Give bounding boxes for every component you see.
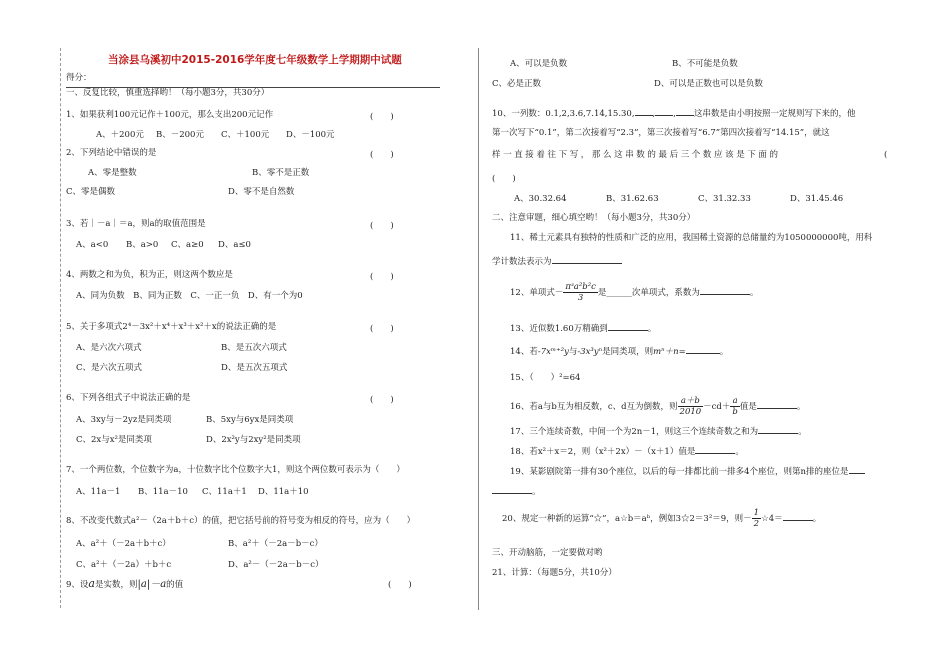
- section2-heading: 二、注意审题，细心填空哟！（每小题3分，共30分）: [492, 213, 696, 223]
- q16-denominator-1: 2010: [679, 407, 702, 417]
- q3-answer-paren[interactable]: ( ): [370, 221, 394, 231]
- q6-option-c[interactable]: C、2x与x²是同类项: [76, 435, 152, 445]
- q10-blank-3[interactable]: [676, 106, 694, 116]
- exam-title: 当涂县乌溪初中2015-2016学年度七年级数学上学期期中试题: [108, 54, 402, 66]
- q2-text: 2、下列结论中错误的是: [66, 148, 157, 158]
- q10-line3: 样一直接着往下写，那么这串数的最后三个数应该是下面的: [492, 150, 781, 160]
- q16-blank[interactable]: [757, 399, 797, 409]
- q10-line2: 第一次写下“0.1”，第二次接着写“2.3”，第三次接着写“6.7”第四次接着写“14.15”，就这: [492, 128, 830, 138]
- q17-blank[interactable]: [758, 424, 798, 434]
- q6-option-b[interactable]: B、5xy与6yx是同类项: [206, 415, 294, 425]
- q20-pre: 20、规定一种新的运算“☆”，a☆b＝aᵇ，例如3☆2＝3²＝9，则－: [502, 514, 752, 524]
- q10-blank-1[interactable]: [635, 106, 653, 116]
- q16-numerator-2: a: [730, 396, 739, 407]
- q3-option-c[interactable]: C、a≥0: [171, 240, 204, 250]
- q9-expression: |a|－a: [137, 579, 167, 590]
- q12-numerator: πᵌa²b²c: [565, 282, 596, 292]
- q1-answer-paren[interactable]: ( ): [370, 112, 394, 122]
- q9-text: [66, 578, 183, 591]
- q13-blank[interactable]: [608, 321, 648, 331]
- q20-post: ☆4＝: [761, 514, 783, 524]
- q15-text: 15、（ ）²=64: [510, 373, 581, 383]
- q14-term-a: -7xᵐ⁺²y: [537, 347, 569, 357]
- q1-option-d[interactable]: D、－100元: [286, 130, 335, 140]
- q16-fraction-1: [678, 396, 704, 417]
- q17-text: 17、三个连续奇数，中间一个为2n－1，则这三个连续奇数之和为: [510, 427, 759, 437]
- q19-line1: [510, 464, 865, 478]
- q8-text: 8、不改变代数式a²－（2a＋b＋c）的值，把它括号前的符号变为相反的符号，应为（ ）: [66, 516, 416, 526]
- q10-option-d[interactable]: D、31.45.46: [790, 194, 844, 204]
- section3-heading: 三、开动脑筋，一定要做对哟: [492, 548, 603, 558]
- q12-post: 是______次单项式，系数为: [597, 288, 700, 298]
- q9-option-c[interactable]: C、必是正数: [492, 79, 542, 89]
- q11-line2: [492, 254, 622, 268]
- q1-option-a[interactable]: A、＋200元: [96, 130, 144, 140]
- q9-mid: 是实数，则: [94, 580, 138, 590]
- q5-answer-paren[interactable]: ( ): [370, 324, 394, 334]
- q16-denominator-2: b: [732, 407, 738, 417]
- q6-text: 6、下列各组式子中说法正确的是: [66, 393, 191, 403]
- q10-blank-2[interactable]: [655, 106, 673, 116]
- q12-blank[interactable]: [700, 285, 750, 295]
- q10-option-c[interactable]: C、31.32.33: [698, 194, 751, 204]
- q11-label: 学计数法表示为: [492, 257, 552, 267]
- q19-line2: 。: [492, 484, 541, 498]
- q5-option-b[interactable]: B、是五次六项式: [221, 343, 287, 353]
- q14-expression: mⁿ＋n: [653, 347, 679, 357]
- q3-text: 3、若｜－a｜＝a，则a的取值范围是: [66, 219, 206, 229]
- q16-line: 16、若a与b互为相反数，c、d互为倒数，则 $\frac{a+b}{2010}$ －cd＋ $\frac{a}{b}$ 值是 。: [510, 396, 806, 417]
- q5-option-a[interactable]: A、是六次六项式: [76, 343, 142, 353]
- q7-option-c[interactable]: C、11a＋1: [202, 487, 247, 497]
- q9-option-d[interactable]: D、可以是正数也可以是负数: [654, 79, 763, 89]
- q2-answer-paren[interactable]: ( ): [370, 150, 394, 160]
- q17-line: 17、三个连续奇数，中间一个为2n－1，则这三个连续奇数之和为 。: [510, 424, 807, 438]
- q10-answer-paren[interactable]: ( ): [492, 174, 516, 184]
- q12-denominator: 3: [577, 293, 584, 303]
- q7-text: 7、一个两位数，个位数字为a，十位数字比个位数字大1，则这个两位数可表示为（ ）: [66, 465, 405, 475]
- q16-post: 值是: [739, 402, 757, 412]
- score-label: 得分：: [66, 73, 92, 83]
- q16-pre: 16、若a与b互为相反数，c、d互为倒数，则: [510, 402, 678, 412]
- q14-term-b: -3x³yⁿ: [577, 347, 603, 357]
- q9-option-a[interactable]: A、可以是负数: [510, 59, 568, 69]
- q14-mid: 与: [568, 347, 578, 357]
- q10-option-b[interactable]: B、31.62.63: [606, 194, 659, 204]
- q18-line: 18、若x²＋x＝2，则（x²＋2x）－（x＋1）值是 。: [510, 444, 744, 458]
- q16-fraction-2: [730, 396, 739, 417]
- q2-option-a[interactable]: A、零是整数: [88, 168, 137, 178]
- q14-line: 14、若-7xᵐ⁺²y与-3x³yⁿ是同类项，则mⁿ＋n= 。: [510, 344, 728, 358]
- q20-blank[interactable]: [783, 511, 813, 521]
- q6-answer-paren[interactable]: ( ): [370, 395, 394, 405]
- q19-blank[interactable]: [492, 484, 532, 494]
- q8-option-d[interactable]: D、a²－（－2a－b－c）: [228, 560, 324, 570]
- q13-line: 13、近似数1.60万精确到 。: [510, 321, 656, 335]
- q5-option-d[interactable]: D、是五次五项式: [221, 363, 288, 373]
- q11-line1: 11、稀土元素具有独特的性质和广泛的应用，我国稀土资源的总储量约为1050000000吨，用科: [510, 233, 873, 243]
- q18-blank[interactable]: [695, 444, 735, 454]
- q9-option-b[interactable]: B、不可能是负数: [672, 59, 738, 69]
- q21-text: 21、计算：（每题5分，共10分）: [492, 568, 617, 578]
- q20-line: 20、规定一种新的运算“☆”，a☆b＝aᵇ，例如3☆2＝3²＝9，则－ $\frac{1}{2}$ ☆4＝ 。: [502, 508, 822, 529]
- q10-post: 这串数是由小明按照一定规则写下来的，他: [693, 109, 856, 119]
- q8-option-c[interactable]: C、a²＋（－2a）＋b＋c: [76, 560, 172, 570]
- q12-fraction: [563, 282, 598, 303]
- q4-answer-paren[interactable]: ( ): [370, 272, 394, 282]
- q2-option-b[interactable]: B、零不是正数: [252, 168, 310, 178]
- q10-line1: 10、一列数：0.1,2,3.6,7.14,15.30, , , 这串数是由小明按照一定规则写下来的，他: [492, 106, 855, 120]
- q18-text: 18、若x²＋x＝2，则（x²＋2x）－（x＋1）值是: [510, 447, 696, 457]
- q7-option-b[interactable]: B、11a－10: [138, 487, 188, 497]
- q9-post: 的值: [166, 580, 184, 590]
- q19-text: 19、某影剧院第一排有30个座位，以后的每一排都比前一排多4个座位，则第n排的座位是: [510, 467, 849, 477]
- q7-option-d[interactable]: D、11a＋10: [258, 487, 309, 497]
- binding-dashed-line: [60, 48, 61, 608]
- q10-pre: 10、一列数：: [492, 109, 546, 119]
- q9-pre: 9、设: [66, 580, 89, 590]
- q4-options-line[interactable]: A、同为负数 B、同为正数 C、一正一负 D、有一个为0: [76, 291, 303, 301]
- q10-option-a[interactable]: A、30.32.64: [514, 194, 567, 204]
- section1-heading: 一、反复比较，慎重选择哟！（每小题3分，共30分）: [66, 88, 270, 98]
- q3-option-d[interactable]: D、a≤0: [218, 240, 251, 250]
- q2-option-d[interactable]: D、零不是自然数: [228, 187, 295, 197]
- q7-option-a[interactable]: A、11a－1: [76, 487, 121, 497]
- q13-text: 13、近似数1.60万精确到: [510, 324, 608, 334]
- q4-text: 4、两数之和为负，积为正，则这两个数应是: [66, 270, 233, 280]
- q1-option-c[interactable]: C、＋100元: [221, 130, 270, 140]
- q3-option-a[interactable]: A、a<0: [76, 240, 109, 250]
- q16-mid: －cd＋: [703, 402, 731, 412]
- q12-line: 12、单项式－ $\frac{\text{πᵌa²b²c}}{3}$ 是______次单项式，系数为 。: [510, 282, 759, 303]
- q9-answer-paren[interactable]: ( ): [388, 580, 412, 590]
- q8-option-a[interactable]: A、a²＋（－2a＋b＋c）: [76, 539, 171, 549]
- q12-pre: 12、单项式－: [510, 288, 564, 298]
- q9-variable: a: [88, 577, 95, 590]
- q14-pre: 14、若: [510, 347, 538, 357]
- q1-text: 1、如果获利100元记作＋100元，那么支出200元记作: [66, 110, 274, 120]
- q8-option-b[interactable]: B、a²＋（－2a－b－c）: [228, 539, 323, 549]
- q16-numerator-1: a＋b: [678, 396, 704, 407]
- q6-option-d[interactable]: D、2x²y与2xy²是同类项: [206, 435, 301, 445]
- q20-denominator: 2: [753, 519, 760, 529]
- q3-option-b[interactable]: B、a>0: [126, 240, 159, 250]
- q14-blank[interactable]: [686, 344, 720, 354]
- q14-post: 是同类项，则: [602, 347, 654, 357]
- q1-option-b[interactable]: B、－200元: [156, 130, 204, 140]
- q5-text: 5、关于多项式2⁴－3x²＋x⁴＋x³＋x²＋x的说法正确的是: [66, 322, 277, 332]
- q19-blank-start[interactable]: [849, 464, 865, 474]
- q6-option-a[interactable]: A、3xy与－2yz是同类项: [76, 415, 172, 425]
- q2-option-c[interactable]: C、零是偶数: [66, 187, 116, 197]
- q11-blank[interactable]: [552, 254, 622, 264]
- column-divider: [478, 48, 479, 610]
- q20-fraction: [752, 508, 761, 529]
- q10-sequence: 0.1,2,3.6,7.14,15.30,: [545, 109, 635, 119]
- q5-option-c[interactable]: C、是六次五项式: [76, 363, 143, 373]
- q10-paren-open: (: [884, 150, 888, 160]
- q20-numerator: 1: [753, 508, 760, 518]
